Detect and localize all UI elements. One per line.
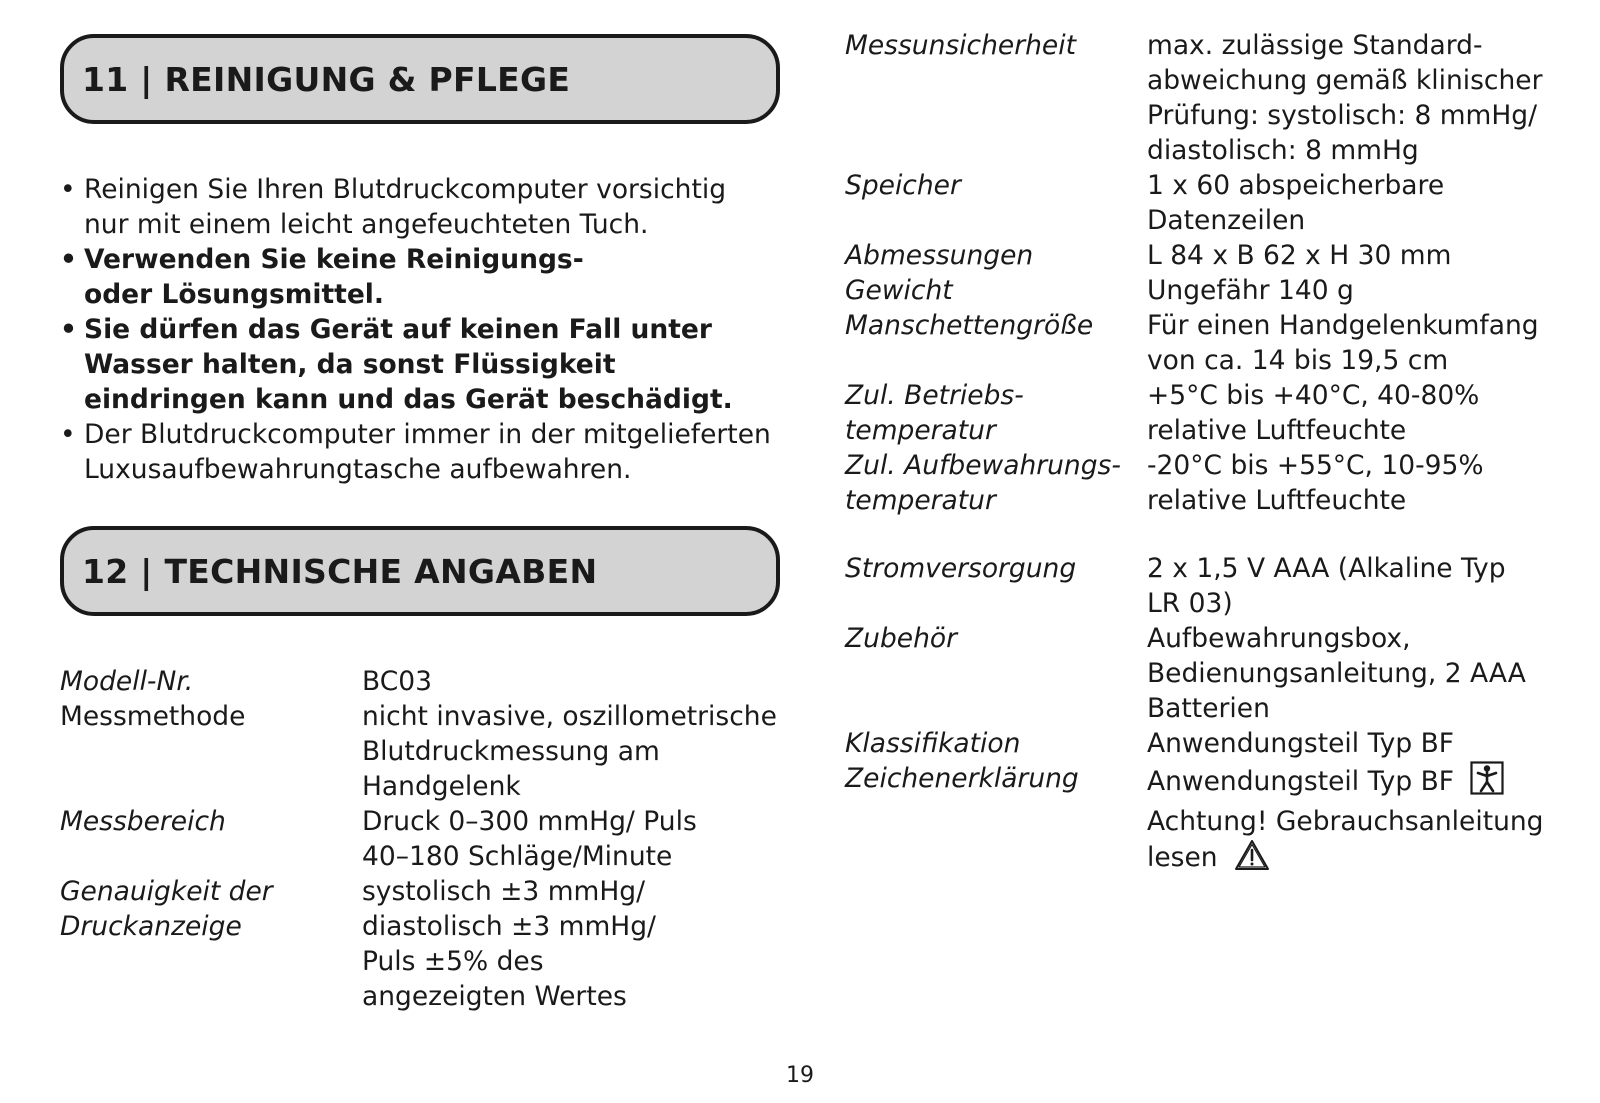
- spec-row-model: [60, 664, 800, 699]
- spacer: [845, 518, 1600, 551]
- warning-triangle-icon: [1234, 839, 1270, 880]
- type-bf-applied-part-icon: [1470, 761, 1504, 804]
- spec-row-range: [60, 804, 800, 874]
- spec-value: Aufbewahrungsbox, Bedienungsanleitung, 2 AAA Batterien: [1147, 623, 1526, 724]
- spec-row-cuff-size: [845, 308, 1600, 378]
- spec-label: Abmessungen: [845, 240, 1034, 271]
- spec-row-method: [60, 699, 800, 804]
- spec-label: Manschettengröße: [845, 310, 1094, 341]
- spec-row-memory: [845, 168, 1600, 238]
- spec-label: Stromversorgung: [845, 553, 1077, 584]
- spec-row-power: [845, 551, 1600, 621]
- spec-value: Für einen Handgelenkumfang von ca. 14 bis 19,5 cm: [1147, 310, 1539, 376]
- spec-label: Modell-Nr.: [60, 666, 194, 697]
- spec-row-dimensions: [845, 238, 1600, 273]
- spec-value: Ungefähr 140 g: [1147, 275, 1354, 306]
- spec-label: Genauigkeit der Druckanzeige: [60, 876, 273, 942]
- section-12-heading-box: [60, 526, 780, 616]
- spec-value: L 84 x B 62 x H 30 mm: [1147, 240, 1452, 271]
- section-11-heading: 11 | REINIGUNG & PFLEGE: [82, 60, 571, 99]
- spec-row-classification: [845, 726, 1600, 761]
- spec-row-symbols: [845, 761, 1600, 880]
- spec-value: Anwendungsteil Typ BF: [1147, 766, 1454, 797]
- spec-value: Druck 0–300 mmHg/ Puls 40–180 Schläge/Minute: [362, 806, 697, 872]
- spec-row-uncertainty: [845, 28, 1600, 168]
- spec-label: Messunsicherheit: [845, 30, 1076, 61]
- spec-value: Achtung! Gebrauchsanleitung lesen: [1147, 806, 1544, 873]
- spec-value: +5°C bis +40°C, 40-80% relative Luftfeuchte: [1147, 380, 1480, 446]
- spec-label: Zubehör: [845, 623, 957, 654]
- spec-label: Messbereich: [60, 806, 226, 837]
- section-11-heading-box: [60, 34, 780, 124]
- spec-value-group: [1147, 761, 1567, 880]
- spec-row-storage-temp: [845, 448, 1600, 518]
- spec-value: -20°C bis +55°C, 10-95% relative Luftfeuchte: [1147, 450, 1484, 516]
- spec-value: nicht invasive, oszillometrische Blutdruckmessung am Handgelenk: [362, 701, 777, 802]
- spec-value: max. zulässige Standard-abweichung gemäß klinischer Prüfung: systolisch: 8 mmHg/ diastolisch: 8 mmHg: [1147, 30, 1543, 166]
- spec-label: Zul. Betriebs-temperatur: [845, 380, 1024, 446]
- spec-table-left: [60, 664, 800, 1014]
- spec-row-accessories: [845, 621, 1600, 726]
- spec-row-operating-temp: [845, 378, 1600, 448]
- spec-table-right: [845, 28, 1600, 880]
- spec-value: systolisch ±3 mmHg/ diastolisch ±3 mmHg/ Puls ±5% des angezeigten Wertes: [362, 876, 656, 1012]
- spec-label: Messmethode: [60, 701, 246, 732]
- bullet-item-bold: • Verwenden Sie keine Reinigungs- oder Lösungsmittel.: [60, 242, 644, 312]
- cleaning-bullet-list: [60, 172, 800, 487]
- spec-value: Anwendungsteil Typ BF: [1147, 728, 1454, 759]
- spec-label: Zul. Aufbewahrungs-temperatur: [845, 450, 1121, 516]
- page-number: 19: [786, 1063, 814, 1088]
- spec-row-weight: [845, 273, 1600, 308]
- spec-value: BC03: [362, 666, 432, 697]
- bullet-item-bold: • Sie dürfen das Gerät auf keinen Fall unter Wasser halten, da sonst Flüssigkeit eindringen kann und das Gerät beschädigt.: [60, 312, 774, 417]
- spec-label: Gewicht: [845, 275, 953, 306]
- spec-value: 1 x 60 abspeicherbare Datenzeilen: [1147, 170, 1445, 236]
- spec-label: Speicher: [845, 170, 961, 201]
- spec-value: 2 x 1,5 V AAA (Alkaline Typ LR 03): [1147, 553, 1506, 619]
- bullet-item: • Reinigen Sie Ihren Blutdruckcomputer vorsichtig nur mit einem leicht angefeuchteten Tuch.: [60, 172, 774, 242]
- spec-row-accuracy: [60, 874, 800, 1014]
- symbol-line-bf: [1147, 761, 1567, 804]
- section-12-heading: 12 | TECHNISCHE ANGABEN: [82, 552, 598, 591]
- spec-label: Klassifikation: [845, 728, 1021, 759]
- spec-label: Zeichenerklärung: [845, 763, 1079, 794]
- bullet-item: • Der Blutdruckcomputer immer in der mitgelieferten Luxusaufbewahrungtasche aufbewahren.: [60, 417, 784, 487]
- symbol-line-warning: [1147, 804, 1567, 880]
